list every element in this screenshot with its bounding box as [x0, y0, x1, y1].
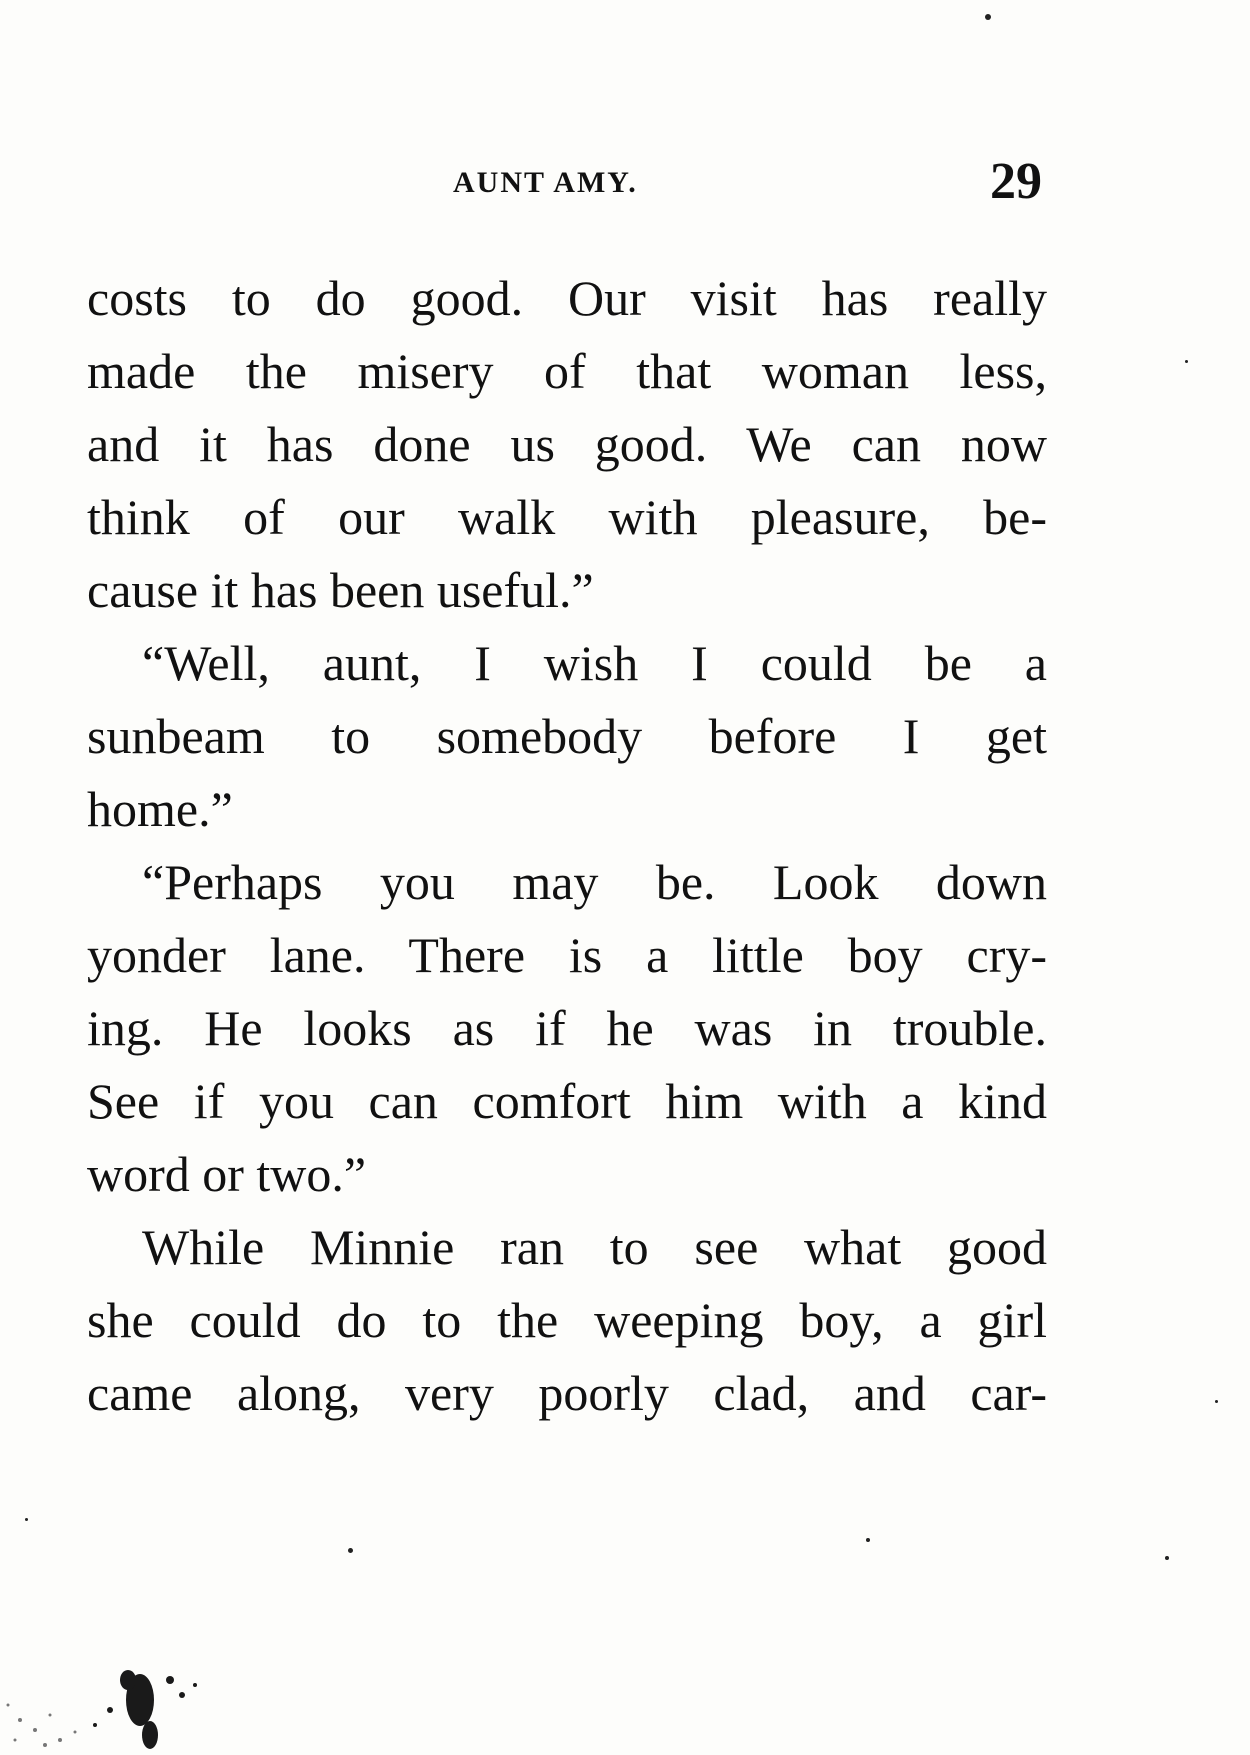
- scan-speck: [985, 14, 991, 20]
- text-line: came along, very poorly clad, and car-: [87, 1365, 1047, 1421]
- text-line: and it has done us good. We can now: [87, 416, 1047, 472]
- text-line: home.”: [87, 781, 233, 837]
- text-line: word or two.”: [87, 1146, 367, 1202]
- page-number: 29: [990, 153, 1042, 210]
- scan-speck: [866, 1538, 870, 1542]
- text-line: made the misery of that woman less,: [87, 343, 1047, 399]
- text-line: she could do to the weeping boy, a girl: [87, 1292, 1047, 1348]
- text-line: costs to do good. Our visit has really: [87, 270, 1047, 326]
- body-text: [87, 262, 1047, 1430]
- text-line: sunbeam to somebody before I get: [87, 708, 1047, 764]
- running-head: [0, 153, 1250, 220]
- scan-speck: [1185, 360, 1188, 363]
- ink-smudge: [0, 1640, 240, 1755]
- text-line: “Perhaps you may be. Look down: [142, 854, 1047, 910]
- text-line: While Minnie ran to see what good: [142, 1219, 1047, 1275]
- running-title: AUNT AMY.: [453, 166, 638, 199]
- text-line: “Well, aunt, I wish I could be a: [142, 635, 1047, 691]
- scan-speck: [25, 1518, 28, 1521]
- scan-speck: [348, 1548, 353, 1553]
- text-line: cause it has been useful.”: [87, 562, 594, 618]
- text-line: See if you can comfort him with a kind: [87, 1073, 1047, 1129]
- text-line: yonder lane. There is a little boy cry-: [87, 927, 1047, 983]
- text-line: think of our walk with pleasure, be-: [87, 489, 1047, 545]
- scan-speck: [1165, 1556, 1169, 1560]
- scan-speck: [1215, 1400, 1218, 1403]
- text-line: ing. He looks as if he was in trouble.: [87, 1000, 1047, 1056]
